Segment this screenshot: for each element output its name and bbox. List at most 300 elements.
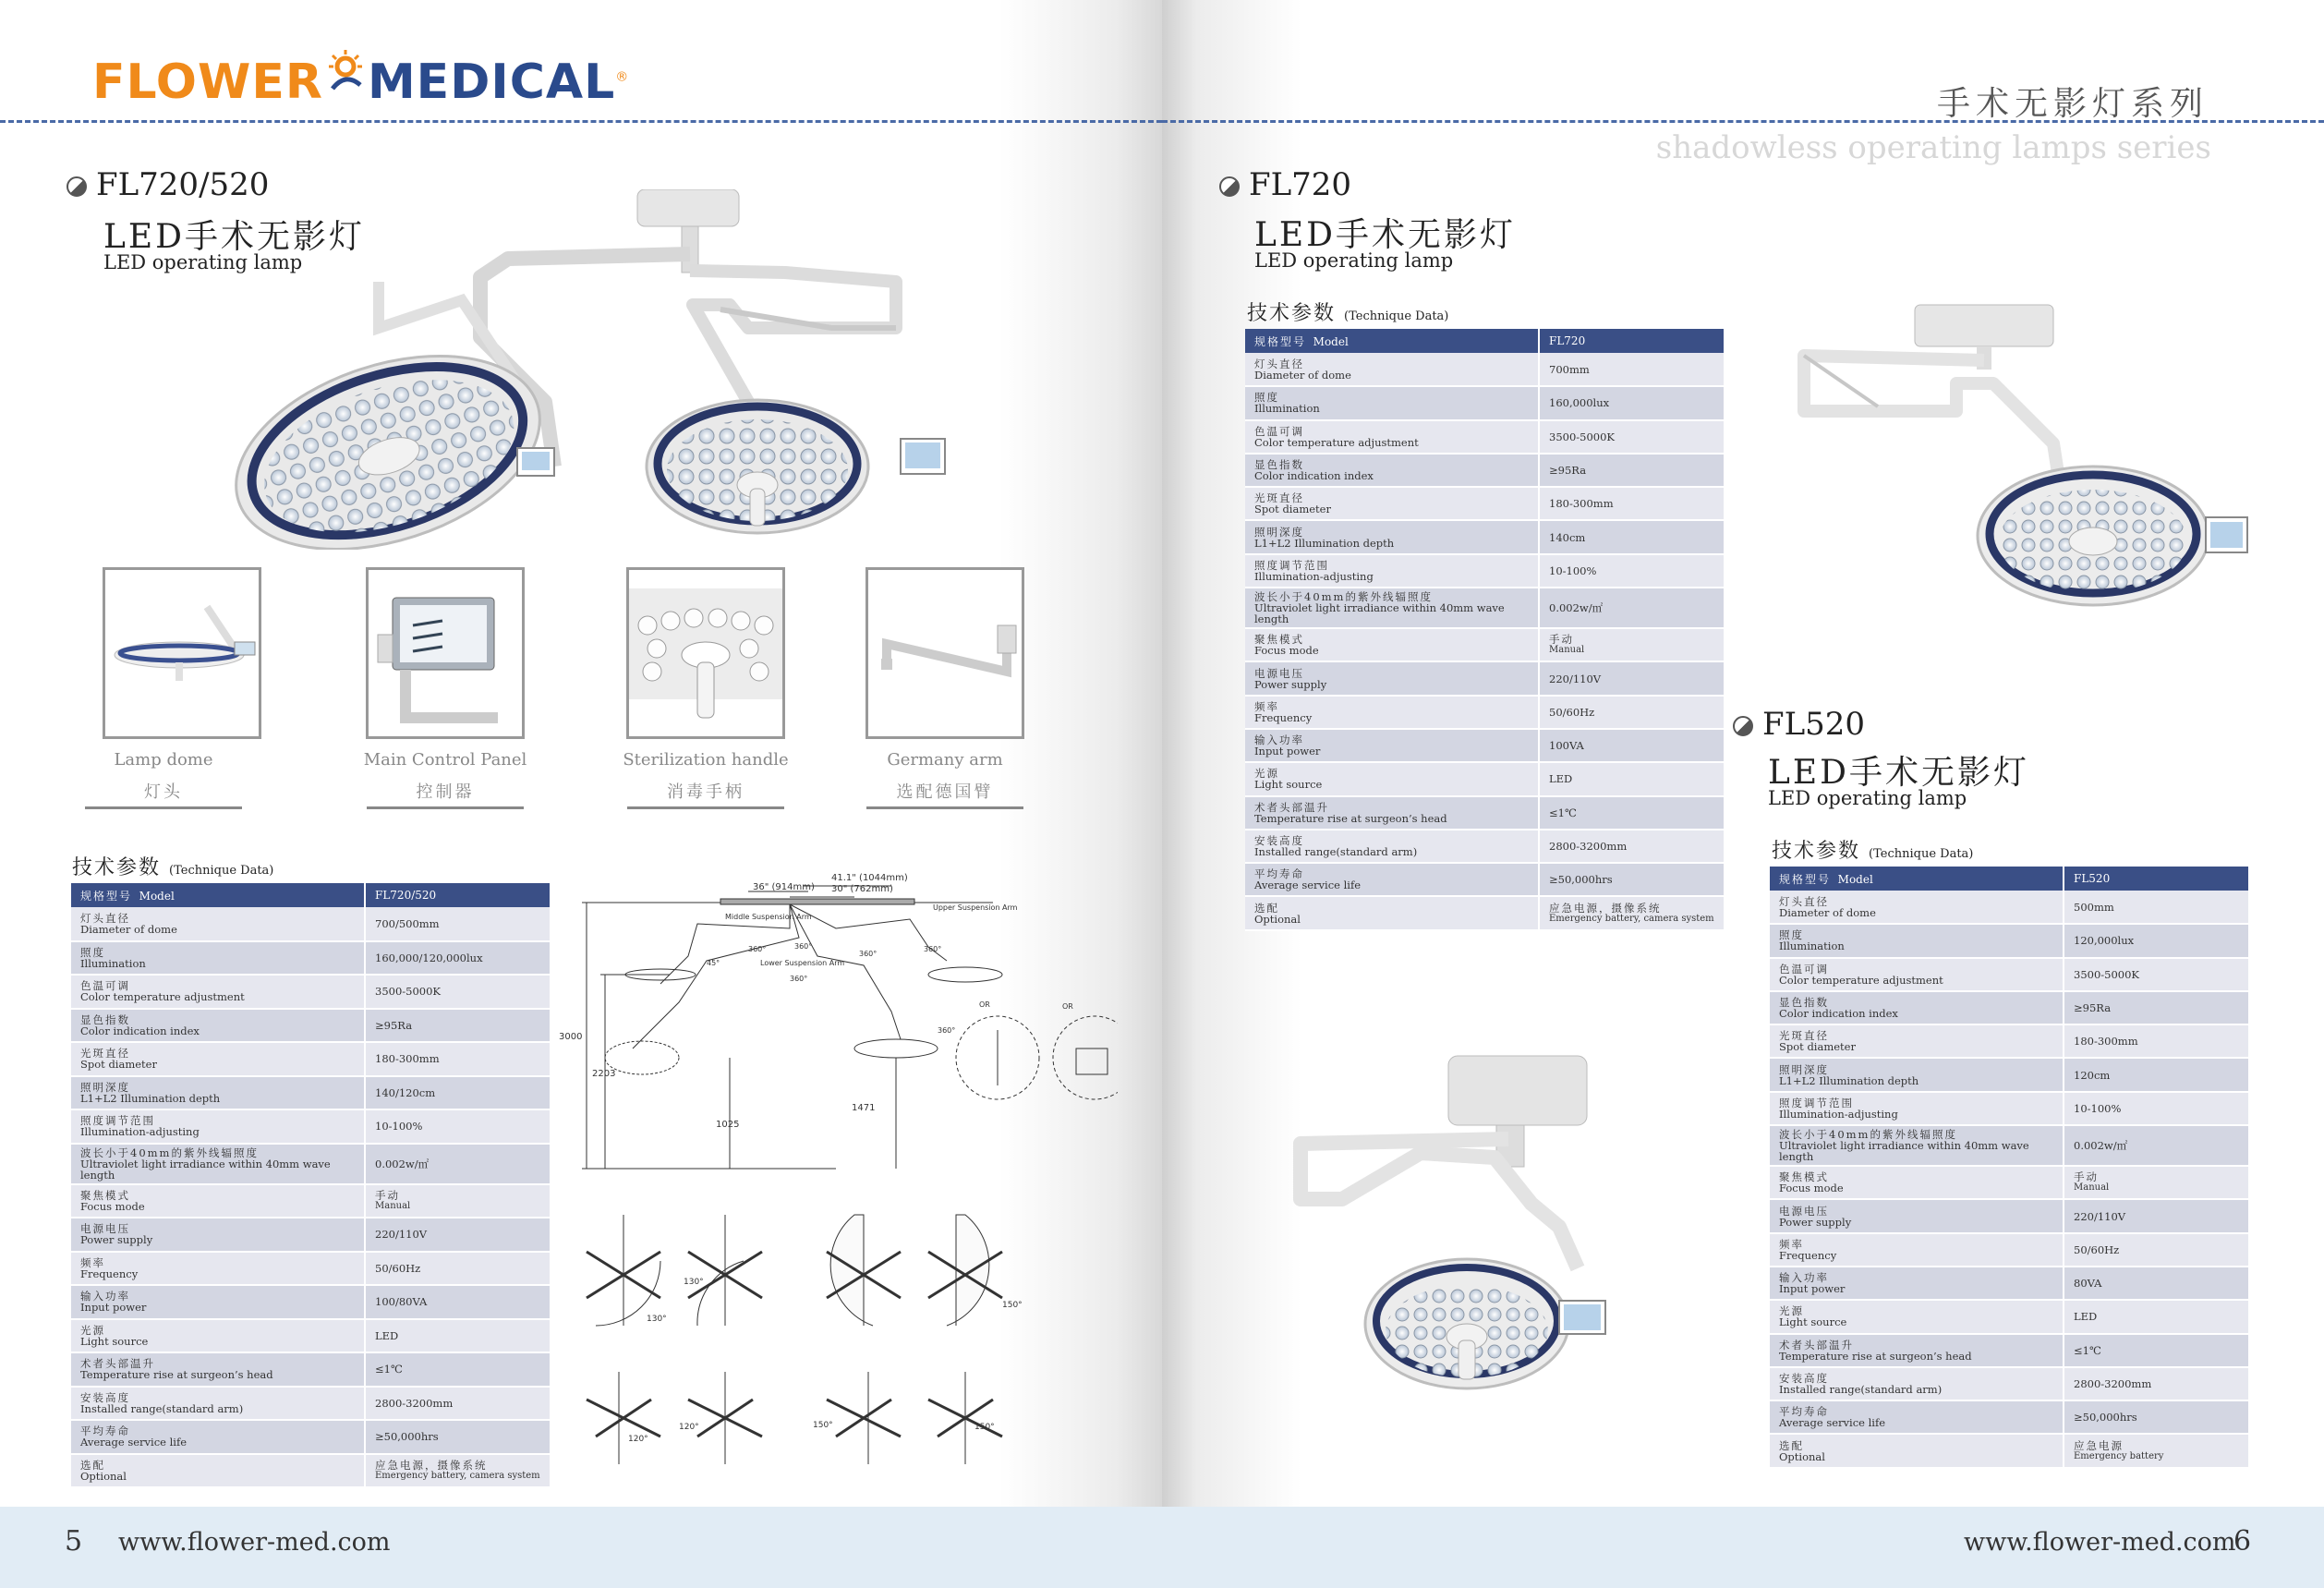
param-value-cell <box>2064 1400 2248 1434</box>
rot-angle-150-c: 150° <box>974 1423 995 1432</box>
fl720-lamp-illustration <box>1785 300 2289 642</box>
param-name-cell <box>1770 1058 2064 1091</box>
right-page <box>1162 0 2324 1588</box>
sun-flower-icon <box>325 48 366 102</box>
param-name-zh: 频率 <box>80 1255 105 1269</box>
param-value-cell <box>365 1252 550 1286</box>
param-value: 140/120cm <box>375 1085 436 1099</box>
param-name-zh: 输入功率 <box>1779 1271 1829 1285</box>
table-row <box>1245 487 1724 520</box>
table-row <box>71 907 550 941</box>
table-row <box>1770 1125 2248 1166</box>
param-value: ≥95Ra <box>1549 464 1587 478</box>
param-name-zh: 术者头部温升 <box>1254 800 1329 814</box>
param-name-cell <box>71 1252 365 1286</box>
param-name-cell <box>71 941 365 976</box>
param-value-cell <box>1539 520 1724 553</box>
param-value-en: Manual <box>2074 1182 2110 1194</box>
param-name-zh: 输入功率 <box>80 1290 130 1303</box>
param-value-cell <box>2064 1300 2248 1333</box>
fl520-title-en: LED operating lamp <box>1768 787 1967 809</box>
param-value: 500mm <box>2074 900 2114 914</box>
table-header-value: FL720/520 <box>365 883 550 907</box>
table-row <box>71 1042 550 1076</box>
table-row <box>71 1352 550 1387</box>
param-name-cell <box>1245 796 1539 830</box>
param-name-en: Power supply <box>1254 677 1327 691</box>
param-name-en: Light source <box>1779 1315 1847 1329</box>
brand-logo: FLOWER MEDICAL® <box>92 48 629 113</box>
spec-table-fl720 <box>1245 329 1724 931</box>
param-name-cell <box>71 1076 365 1110</box>
param-value-cell <box>2064 1199 2248 1232</box>
param-name-en: L1+L2 Illumination depth <box>80 1091 221 1105</box>
param-name-zh: 安装高度 <box>80 1390 130 1404</box>
param-value: 160,000/120,000lux <box>375 951 483 964</box>
param-name-zh: 光斑直径 <box>1254 491 1304 505</box>
param-name-en: Color indication index <box>1779 1007 1898 1021</box>
param-value: 700mm <box>1549 362 1590 376</box>
param-name-zh: 频率 <box>1254 699 1279 713</box>
page-number-left: 5 <box>65 1525 83 1558</box>
title-en: LED operating lamp <box>103 251 303 273</box>
dim-30in: 30" (762mm) <box>831 884 893 894</box>
table-row <box>1770 1267 2248 1300</box>
thumb-germany-arm <box>865 567 1024 739</box>
param-value: 50/60Hz <box>375 1261 421 1275</box>
param-name-en: Spot diameter <box>1254 503 1331 516</box>
param-name-cell <box>1770 1199 2064 1232</box>
thumb-lamp-dome <box>103 567 261 739</box>
param-value-cell <box>2064 1166 2248 1199</box>
param-value-cell <box>1539 661 1724 695</box>
param-value: ≥50,000hrs <box>2074 1411 2137 1424</box>
param-value-cell <box>2064 991 2248 1024</box>
param-name-zh: 光源 <box>1254 767 1279 781</box>
table-row <box>1770 1092 2248 1125</box>
angle-360-c: 360° <box>859 950 878 958</box>
rot-angle-150-b: 150° <box>813 1421 833 1430</box>
fl520-tech-heading: 技术参数 (Technique Data) <box>1772 840 1974 863</box>
param-name-zh: 电源电压 <box>80 1222 130 1236</box>
param-name-zh: 显色指数 <box>1254 458 1304 472</box>
param-name-en: Ultraviolet light irradiance within 40mm wave length <box>1779 1139 2029 1164</box>
param-name-en: Optional <box>1254 912 1301 926</box>
param-value: ≥50,000hrs <box>375 1430 439 1444</box>
param-name-cell <box>1245 520 1539 553</box>
tech-data-heading: 技术参数 (Technique Data) <box>72 856 274 879</box>
param-name-en: Illumination-adjusting <box>1254 569 1374 583</box>
param-value-cell <box>2064 1267 2248 1300</box>
param-name-en: Color indication index <box>1254 469 1374 483</box>
dim-2203: 2203 <box>592 1069 616 1079</box>
param-name-zh: 选配 <box>1254 901 1279 915</box>
param-value-cell <box>2064 1125 2248 1166</box>
bullet-icon <box>1219 176 1240 197</box>
param-value-cell <box>365 1009 550 1043</box>
table-row <box>71 1218 550 1252</box>
param-value: 180-300mm <box>375 1052 440 1066</box>
table-row <box>1245 588 1724 628</box>
param-name-cell <box>71 1319 365 1353</box>
param-name-en: Installed range(standard arm) <box>1779 1383 1943 1396</box>
header-divider-right <box>1162 120 2324 123</box>
label-lower-arm: Lower Suspension Arm <box>760 959 845 967</box>
label-or-a: OR <box>979 1000 990 1009</box>
param-name-en: Illumination-adjusting <box>80 1125 200 1139</box>
param-value-cell <box>1539 896 1724 929</box>
param-name-cell <box>1245 386 1539 419</box>
param-name-en: L1+L2 Illumination depth <box>1254 536 1395 550</box>
param-value-cell <box>2064 891 2248 924</box>
rot-angle-150-a: 150° <box>1002 1301 1023 1310</box>
dual-lamp-illustration <box>231 189 951 550</box>
param-value-cell <box>365 1218 550 1252</box>
param-value-cell <box>2064 1334 2248 1367</box>
param-name-zh: 照度 <box>1254 391 1279 405</box>
param-value-cell <box>2064 1024 2248 1058</box>
param-name-zh: 术者头部温升 <box>1779 1338 1854 1352</box>
param-value: 100/80VA <box>375 1295 428 1309</box>
param-value-cell <box>1539 729 1724 762</box>
param-name-cell <box>71 1109 365 1144</box>
param-value: 3500-5000K <box>2074 967 2140 981</box>
param-value-cell <box>365 1076 550 1110</box>
param-value-cell <box>365 1144 550 1184</box>
table-header-value: FL720 <box>1539 329 1724 353</box>
caption-sterilization-handle: Sterilization handle 消毒手柄 <box>595 750 817 809</box>
param-name-en: Average service life <box>1779 1416 1886 1430</box>
param-name-en: Input power <box>1779 1282 1846 1296</box>
fl520-title: FL520 <box>1733 706 1865 743</box>
param-value-cell <box>365 1387 550 1421</box>
param-name-cell <box>71 1218 365 1252</box>
angle-360-b: 360° <box>794 942 813 951</box>
param-name-cell <box>1770 1166 2064 1199</box>
dim-41in: 41.1" (1044mm) <box>831 873 908 883</box>
param-name-cell <box>1245 353 1539 386</box>
param-value: 10-100% <box>375 1120 423 1133</box>
param-value: LED <box>2074 1310 2098 1324</box>
param-value: 3500-5000K <box>375 985 442 999</box>
param-value: ≤1℃ <box>1549 806 1577 819</box>
param-value-en: Emergency battery, camera system <box>1549 913 1714 924</box>
table-row <box>71 941 550 976</box>
param-name-en: Color temperature adjustment <box>80 990 245 1004</box>
param-name-zh: 光斑直径 <box>80 1047 130 1061</box>
param-name-zh: 术者头部温升 <box>80 1357 155 1371</box>
table-row <box>1245 554 1724 588</box>
website-url-left[interactable]: www.flower-med.com <box>118 1528 391 1557</box>
caption-germany-arm: Germany arm 选配德国臂 <box>834 750 1056 809</box>
param-value-cell <box>1539 628 1724 661</box>
table-row <box>71 1184 550 1218</box>
param-value-cell <box>365 941 550 976</box>
param-value-cell <box>1539 762 1724 795</box>
param-value: 0.002w/㎡ <box>1549 601 1604 615</box>
table-row <box>1770 1024 2248 1058</box>
table-row <box>1770 1434 2248 1467</box>
param-name-zh: 显色指数 <box>80 1012 130 1026</box>
table-header-model: 规格型号 Model <box>1245 329 1539 353</box>
table-header-value: FL520 <box>2064 867 2248 891</box>
param-name-cell <box>1245 554 1539 588</box>
param-name-cell <box>1245 487 1539 520</box>
rot-angle-120-b: 120° <box>679 1423 699 1432</box>
param-value: 应急电源 <box>2074 1438 2124 1452</box>
thumb-control-panel <box>366 567 525 739</box>
label-or-b: OR <box>1062 1002 1073 1011</box>
series-title-zh: 手术无影灯系列 <box>1936 85 2209 123</box>
param-name-en: Power supply <box>1779 1215 1852 1229</box>
param-value-cell <box>2064 1092 2248 1125</box>
param-name-cell <box>1245 762 1539 795</box>
param-value: 0.002w/㎡ <box>375 1157 430 1170</box>
param-value: 220/110V <box>2074 1209 2126 1223</box>
param-name-en: Focus mode <box>1779 1182 1844 1195</box>
param-value: 700/500mm <box>375 916 440 930</box>
fl720-title-zh: LED手术无影灯 <box>1254 216 1517 254</box>
param-name-zh: 照度 <box>80 945 105 959</box>
caption-lamp-dome: Lamp dome 灯头 <box>53 750 274 809</box>
param-value: 0.002w/㎡ <box>2074 1139 2128 1153</box>
param-name-en: Optional <box>80 1469 127 1483</box>
param-value: 应急电源，摄像系统 <box>1549 901 1662 915</box>
param-value: 2800-3200mm <box>375 1396 454 1410</box>
param-name-en: Diameter of dome <box>80 922 177 936</box>
param-name-zh: 安装高度 <box>1254 834 1304 847</box>
param-name-zh: 波长小于40mm的紫外线辐照度 <box>1254 590 1433 604</box>
table-row <box>71 1252 550 1286</box>
param-name-zh: 色温可调 <box>80 979 130 993</box>
param-name-zh: 照度调节范围 <box>1254 558 1329 572</box>
table-row <box>1245 386 1724 419</box>
param-name-en: Color temperature adjustment <box>1254 435 1419 449</box>
param-value-cell <box>365 1352 550 1387</box>
table-row <box>1245 628 1724 661</box>
table-row <box>1770 1233 2248 1267</box>
param-name-zh: 色温可调 <box>1779 962 1829 976</box>
table-row <box>71 1144 550 1184</box>
table-row <box>1770 1400 2248 1434</box>
table-row <box>1245 896 1724 929</box>
param-value: 10-100% <box>1549 564 1597 577</box>
table-header-row <box>1245 329 1724 353</box>
model-title: FL720/520 <box>67 166 269 203</box>
param-value: 应急电源，摄像系统 <box>375 1458 488 1472</box>
label-upper-arm: Upper Suspension Arm <box>933 903 1018 912</box>
table-row <box>1770 1334 2248 1367</box>
param-name-zh: 色温可调 <box>1254 424 1304 438</box>
table-row <box>71 1420 550 1454</box>
param-value-cell <box>2064 1233 2248 1267</box>
table-row <box>1770 1199 2248 1232</box>
param-name-zh: 光源 <box>1779 1304 1804 1318</box>
param-name-cell <box>1770 1434 2064 1467</box>
spec-table-fl720-520 <box>71 883 550 1488</box>
website-url-right[interactable]: www.flower-med.com <box>1964 1528 2236 1557</box>
param-name-en: Frequency <box>80 1267 139 1280</box>
table-row <box>71 1454 550 1488</box>
table-header-row <box>1770 867 2248 891</box>
param-name-cell <box>71 1454 365 1488</box>
param-value: 手动 <box>1549 633 1574 647</box>
param-name-en: Input power <box>1254 745 1321 758</box>
param-name-zh: 频率 <box>1779 1237 1804 1251</box>
table-row <box>71 1076 550 1110</box>
param-name-zh: 安装高度 <box>1779 1372 1829 1385</box>
param-value: 2800-3200mm <box>1549 840 1628 853</box>
param-value-cell <box>1539 353 1724 386</box>
param-value: 80VA <box>2074 1277 2102 1291</box>
param-name-zh: 平均寿命 <box>1779 1405 1829 1419</box>
param-value-en: Manual <box>1549 645 1585 656</box>
table-row <box>1245 729 1724 762</box>
param-name-en: Illumination <box>1779 939 1845 953</box>
param-value-cell <box>2064 924 2248 957</box>
param-name-en: Temperature rise at surgeon’s head <box>80 1368 273 1382</box>
param-value: ≥95Ra <box>2074 1001 2112 1015</box>
param-value: LED <box>375 1328 399 1342</box>
param-name-cell <box>1245 896 1539 929</box>
param-value-cell <box>2064 1058 2248 1091</box>
param-name-cell <box>1770 991 2064 1024</box>
param-name-zh: 平均寿命 <box>80 1424 130 1438</box>
param-name-cell <box>71 907 365 941</box>
param-value: 220/110V <box>375 1228 428 1242</box>
param-name-cell <box>1770 924 2064 957</box>
param-name-zh: 输入功率 <box>1254 733 1304 747</box>
param-name-en: Temperature rise at surgeon’s head <box>1254 811 1447 825</box>
param-value-cell <box>1539 796 1724 830</box>
param-name-zh: 照度 <box>1779 928 1804 942</box>
param-name-zh: 光源 <box>80 1323 105 1337</box>
angle-360-e: 360° <box>790 975 808 983</box>
param-name-zh: 显色指数 <box>1779 996 1829 1010</box>
param-value-cell <box>1539 588 1724 628</box>
fl520-lamp-illustration <box>1254 1051 1735 1402</box>
param-name-cell <box>1770 1300 2064 1333</box>
thumb-sterilization-handle <box>626 567 785 739</box>
param-value-cell <box>365 907 550 941</box>
table-row <box>71 1109 550 1144</box>
param-name-cell <box>1770 1267 2064 1300</box>
spec-table-fl520 <box>1770 867 2248 1469</box>
param-name-zh: 选配 <box>80 1458 105 1472</box>
param-name-en: Color temperature adjustment <box>1779 973 1943 987</box>
param-name-cell <box>71 975 365 1009</box>
param-name-en: Diameter of dome <box>1254 368 1351 382</box>
param-value-cell <box>1539 696 1724 729</box>
param-value-cell <box>1539 487 1724 520</box>
param-value: 手动 <box>2074 1170 2099 1184</box>
table-row <box>1770 891 2248 924</box>
param-name-en: Illumination <box>1254 402 1320 416</box>
caption-control-panel: Main Control Panel 控制器 <box>334 750 556 809</box>
param-name-zh: 波长小于40mm的紫外线辐照度 <box>80 1146 259 1159</box>
param-value-en: Emergency battery, camera system <box>375 1470 540 1481</box>
param-name-cell <box>71 1184 365 1218</box>
param-value: ≥50,000hrs <box>1549 873 1613 887</box>
param-name-cell <box>71 1285 365 1319</box>
table-header-model: 规格型号 Model <box>1770 867 2064 891</box>
param-name-en: Optional <box>1779 1449 1825 1463</box>
table-row <box>1770 1058 2248 1091</box>
param-name-cell <box>1770 1024 2064 1058</box>
param-name-zh: 聚焦模式 <box>80 1188 130 1202</box>
param-value-en: Emergency battery <box>2074 1450 2164 1461</box>
param-value-cell <box>365 1042 550 1076</box>
param-name-cell <box>1770 1092 2064 1125</box>
table-row <box>1770 924 2248 957</box>
dim-36in: 36" (914mm) <box>753 882 815 892</box>
param-name-en: L1+L2 Illumination depth <box>1779 1073 1919 1087</box>
param-name-en: Average service life <box>1254 879 1362 892</box>
dim-3000: 3000 <box>559 1032 583 1042</box>
table-row <box>1245 353 1724 386</box>
table-row <box>1770 991 2248 1024</box>
param-name-zh: 灯头直径 <box>80 911 130 925</box>
param-name-zh: 平均寿命 <box>1254 867 1304 881</box>
rot-angle-120-a: 120° <box>628 1435 648 1444</box>
param-name-en: Power supply <box>80 1233 153 1247</box>
table-header-row <box>71 883 550 907</box>
param-name-cell <box>1245 420 1539 454</box>
param-value-cell <box>2064 1367 2248 1400</box>
param-name-en: Light source <box>80 1334 149 1348</box>
table-row <box>1245 454 1724 487</box>
angle-360-a: 360° <box>748 945 767 953</box>
page-number-right: 6 <box>2233 1525 2252 1558</box>
param-name-cell <box>71 1420 365 1454</box>
param-name-cell <box>1770 958 2064 991</box>
param-name-zh: 选配 <box>1779 1438 1804 1452</box>
table-row <box>71 975 550 1009</box>
param-name-cell <box>71 1352 365 1387</box>
param-name-zh: 电源电压 <box>1254 666 1304 680</box>
param-value: 50/60Hz <box>2074 1243 2120 1256</box>
param-value: 120,000lux <box>2074 934 2135 948</box>
param-name-en: Frequency <box>1254 710 1313 724</box>
param-name-zh: 波长小于40mm的紫外线辐照度 <box>1779 1128 1957 1142</box>
param-value: ≤1℃ <box>2074 1343 2101 1357</box>
param-value: 手动 <box>375 1188 400 1202</box>
param-name-zh: 照明深度 <box>1779 1062 1829 1076</box>
table-row <box>1245 696 1724 729</box>
table-row <box>71 1285 550 1319</box>
param-name-en: Light source <box>1254 778 1323 792</box>
rot-angle-130-a: 130° <box>647 1315 667 1324</box>
rot-angle-130-b: 130° <box>684 1278 704 1287</box>
param-name-en: Illumination-adjusting <box>1779 1107 1898 1121</box>
dim-1471: 1471 <box>852 1103 876 1113</box>
param-value-cell <box>365 1184 550 1218</box>
param-name-en: Spot diameter <box>80 1058 157 1072</box>
table-row <box>1245 420 1724 454</box>
fl720-title: FL720 <box>1219 166 1351 203</box>
param-value: 3500-5000K <box>1549 430 1616 443</box>
angle-360-f: 360° <box>938 1026 956 1035</box>
param-name-zh: 灯头直径 <box>1254 357 1304 370</box>
bullet-icon <box>1733 716 1753 736</box>
param-name-zh: 照度调节范围 <box>80 1114 155 1128</box>
param-name-cell <box>1245 661 1539 695</box>
param-name-zh: 照明深度 <box>80 1080 130 1094</box>
bullet-icon <box>67 176 87 197</box>
param-name-en: Illumination <box>80 956 146 970</box>
param-value-en: Manual <box>375 1200 411 1211</box>
param-value-cell <box>1539 554 1724 588</box>
